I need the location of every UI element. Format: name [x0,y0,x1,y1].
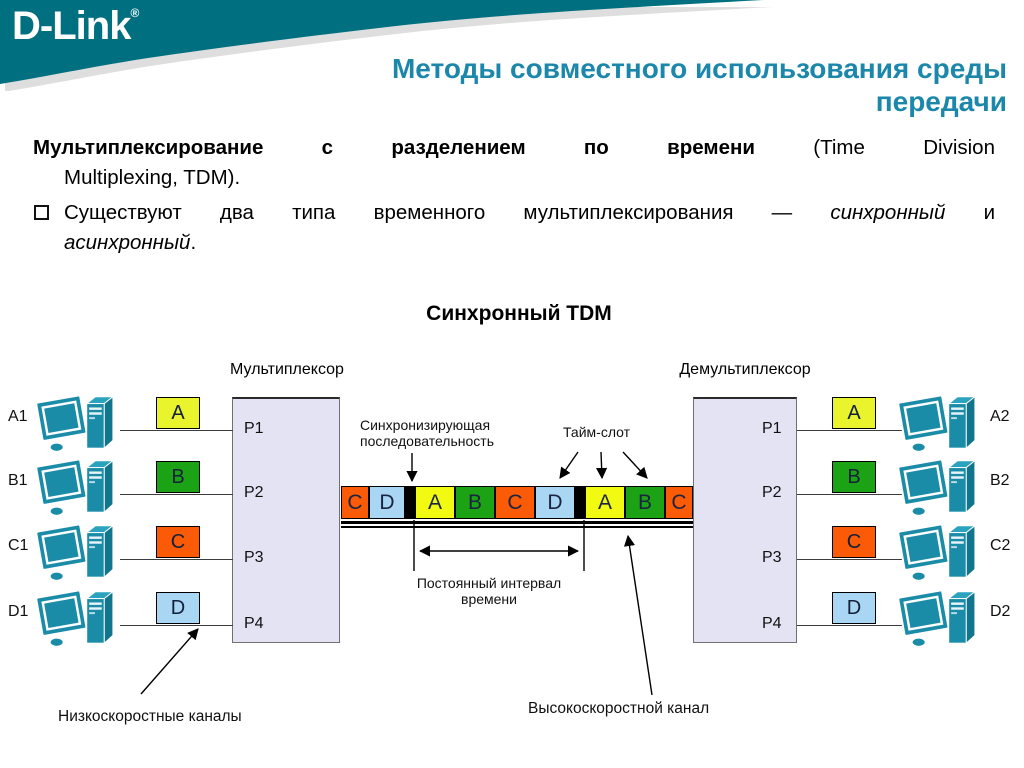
low-speed-arrow [141,629,198,694]
interval-label: Постоянный интервал времени [416,575,562,607]
demux-label: Демультиплексор [679,361,811,378]
channel-slot: B [455,486,495,519]
link-line [120,559,233,560]
station-label: A1 [8,408,28,425]
sync-separator [575,486,585,519]
signal-box: B [156,461,200,493]
sync-sequence-label [360,417,494,449]
channel-line [341,521,693,524]
mux-port-p3: P3 [244,549,264,566]
signal-box: A [832,397,876,429]
computer-icon [898,390,982,454]
paragraph-tdm [33,133,995,193]
paragraph-tdm-line1: Мультиплексирование с разделением по времени (Time Division [33,136,995,159]
page-title-line1: Методы совместного использования среды [391,53,1007,84]
bullet-square-icon [34,205,49,220]
sync-separator [405,486,415,519]
computer-icon [898,519,982,583]
registered-mark: ® [130,6,140,20]
demux-port-p1: P1 [762,420,782,437]
link-line [797,430,905,431]
mux-port-p4: P4 [244,615,264,632]
bullet-item [33,198,995,258]
paragraph-tdm-line2: Multiplexing, TDM). [64,166,241,189]
signal-box: A [156,397,200,429]
bullet-line2: асинхронный. [64,231,197,254]
tdm-channel [341,486,693,519]
channel-slot: D [535,486,575,519]
low-speed-label: Низкоскоростные каналы [58,708,242,725]
mux-label: Мультиплексор [230,361,344,378]
computer-icon [36,585,120,649]
link-line [797,559,905,560]
link-line [120,430,233,431]
timeslot-label: Тайм-слот [563,424,631,440]
computer-icon [898,454,982,518]
link-line [120,494,233,495]
signal-box: C [832,526,876,558]
channel-slot: B [625,486,665,519]
link-line [797,494,905,495]
high-speed-arrow [628,536,652,695]
computer-icon [36,519,120,583]
channel-slot: A [415,486,455,519]
station-label: A2 [990,408,1010,425]
page-title [90,52,1007,118]
timeslot-arrow-mid [601,452,602,478]
channel-slot: C [665,486,693,519]
link-line [797,625,905,626]
dlink-logo: D-Link® [12,4,140,48]
timeslot-arrow-left [560,452,578,478]
high-speed-label: Высокоскоростной канал [528,700,710,717]
computer-icon [36,454,120,518]
signal-box: C [156,526,200,558]
channel-slot: C [341,486,369,519]
station-label: D2 [990,603,1011,620]
demux-port-p2: P2 [762,484,782,501]
signal-box: D [156,592,200,624]
station-label: D1 [8,603,29,620]
station-label: B2 [990,472,1010,489]
demux-port-p3: P3 [762,549,782,566]
mux-port-p1: P1 [244,420,264,437]
bullet-line1: Существуют два типа временного мультиплексирования — синхронный и [64,201,996,224]
demux-port-p4: P4 [762,615,782,632]
sync-sequence-line2: последовательность [360,433,494,449]
signal-box: D [832,592,876,624]
link-line [120,625,233,626]
sync-sequence-line1: Синхронизирующая [360,417,491,433]
computer-icon [898,585,982,649]
diagram-title: Синхронный TDM [426,302,612,325]
channel-slot: C [495,486,535,519]
channel-slot: D [369,486,405,519]
station-label: C2 [990,537,1011,554]
page-title-line2: передачи [875,86,1007,117]
timeslot-arrow-right [623,452,647,478]
mux-port-p2: P2 [244,484,264,501]
signal-box: B [832,461,876,493]
channel-line [341,526,693,528]
channel-slot: A [585,486,625,519]
station-label: B1 [8,472,28,489]
station-label: C1 [8,537,29,554]
computer-icon [36,390,120,454]
